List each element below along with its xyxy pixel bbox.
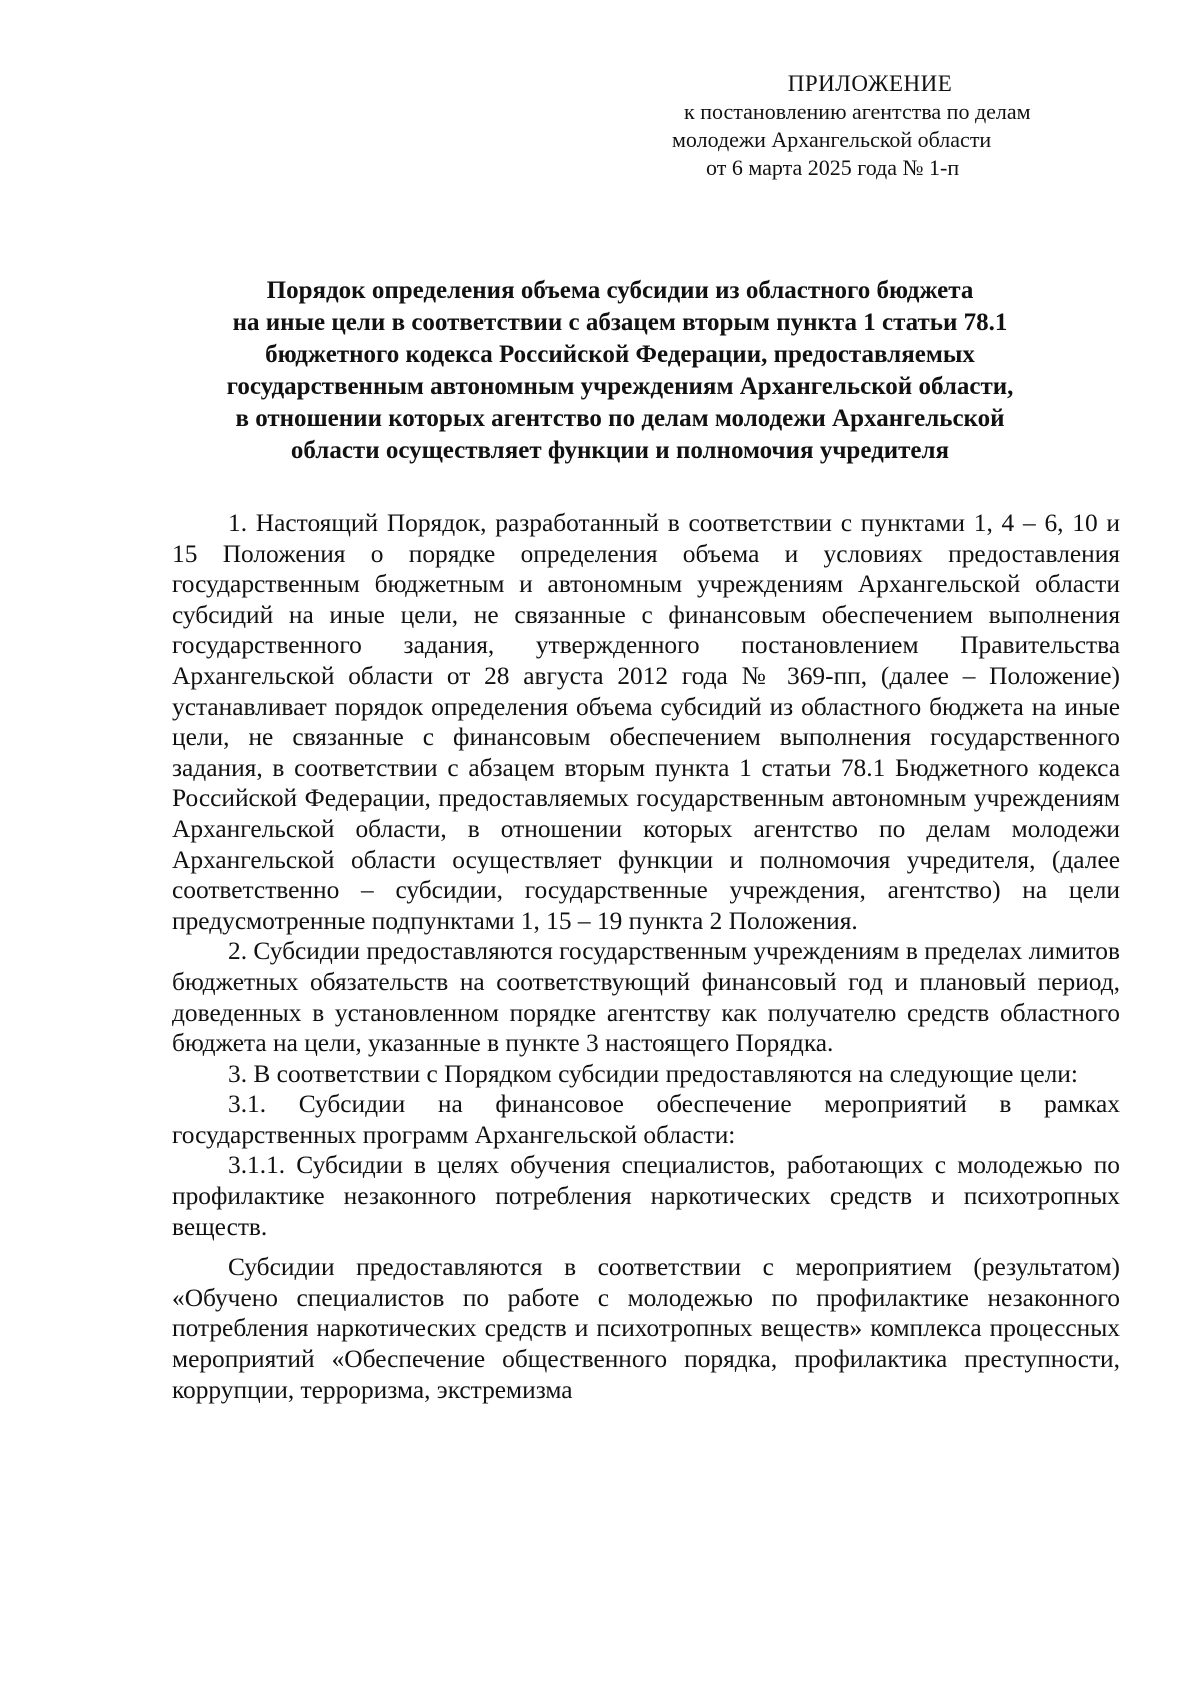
title-line-3: бюджетного кодекса Российской Федерации, предоставляемых [265, 341, 975, 368]
title-line-2: на иные цели в соответствии с абзацем вторым пункта 1 статьи 78.1 [232, 309, 1008, 336]
appendix-line-2: молодежи Архангельской области [672, 127, 992, 152]
paragraph-1: 1. Настоящий Порядок, разработанный в соответствии с пунктами 1, 4 – 6, 10 и 15 Положения о порядке определения объема и условиях предоставления государственным бюджетным и автономным учреждениям Архангельской области субсидий на иные цели, не связанные с финансовым обеспечением выполнения государственного задания, утвержденного постановлением Правительства Архангельской области от 28 августа 2012 года № 369-пп, (далее – Положение) устанавливает порядок определения объема субсидий из областного бюджета на иные цели, не связанные с финансовым обеспечением выполнения государственного задания, в соответствии с абзацем вторым пункта 1 статьи 78.1 Бюджетного кодекса Российской Федерации, предоставляемых государственным автономным учреждениям Архангельской области, в отношении которых агентство по делам молодежи Архангельской области осуществляет функции и полномочия учредителя, (далее соответственно – субсидии, государственные учреждения, агентство) на цели предусмотренные подпунктами 1, 15 – 19 пункта 2 Положения. [172, 509, 1120, 935]
paragraph-subsidies-provided: Субсидии предоставляются в соответствии с мероприятием (результатом) «Обучено специалистов по работе с молодежью по профилактике незаконного потребления наркотических средств и психотропных веществ» комплекса процессных мероприятий «Обеспечение общественного порядка, профилактика преступности, коррупции, терроризма, экстремизма [172, 1253, 1120, 1404]
paragraph-3-1-1: 3.1.1. Субсидии в целях обучения специалистов, работающих с молодежью по профилактике незаконного потребления наркотических средств и психотропных веществ. [172, 1151, 1120, 1241]
paragraph-3: 3. В соответствии с Порядком субсидии предоставляются на следующие цели: [228, 1059, 1078, 1088]
title-line-5: в отношении которых агентство по делам молодежи Архангельской [235, 405, 1005, 432]
appendix-heading: ПРИЛОЖЕНИЕ [787, 71, 953, 96]
title-line-1: Порядок определения объема субсидии из областного бюджета [266, 277, 974, 304]
appendix-line-1: к постановлению агентства по делам [684, 99, 1031, 124]
appendix-block [660, 70, 1080, 182]
paragraph-2: 2. Субсидии предоставляются государственным учреждениям в пределах лимитов бюджетных обязательств на соответствующий финансовый год и плановый период, доведенных в установленном порядке агентству как получателю средств областного бюджета на цели, указанные в пункте 3 настоящего Порядка. [172, 937, 1120, 1058]
document-body [172, 508, 1120, 1405]
title-line-6: области осуществляет функции и полномочия учредителя [290, 437, 950, 464]
paragraph-3-1: 3.1. Субсидии на финансовое обеспечение мероприятий в рамках государственных программ Архангельской области: [172, 1090, 1120, 1149]
document-title [150, 275, 1090, 467]
appendix-line-3: от 6 марта 2025 года № 1-п [706, 155, 960, 180]
title-line-4: государственным автономным учреждениям Архангельской области, [226, 373, 1014, 400]
